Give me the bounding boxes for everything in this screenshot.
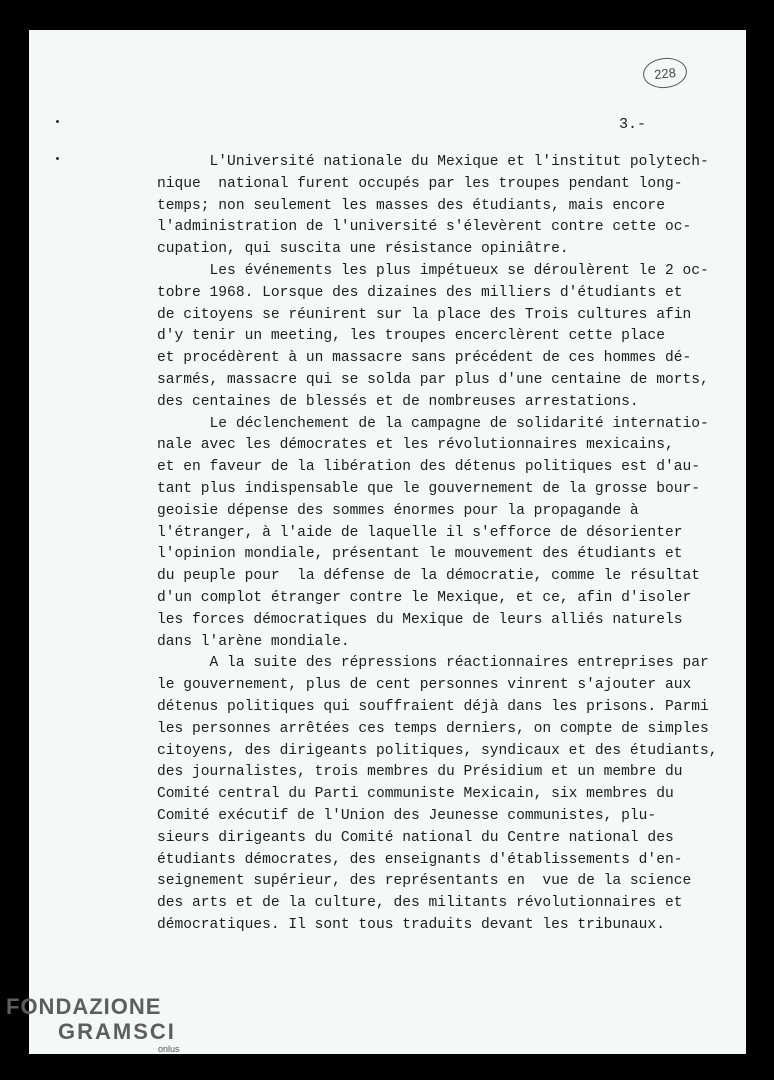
typed-body-text <box>157 152 737 937</box>
fondazione-gramsci-watermark <box>6 996 180 1054</box>
text-line: détenus politiques qui souffraient déjà dans les prisons. Parmi <box>157 698 709 715</box>
text-line: geoisie dépense des sommes énormes pour la propagande à <box>157 502 639 519</box>
text-line: Comité exécutif de l'Union des Jeunesse communistes, plu- <box>157 807 657 824</box>
text-line: des journalistes, trois membres du Présidium et un membre du <box>157 764 683 781</box>
text-line: et en faveur de la libération des détenus politiques est d'au- <box>157 459 700 476</box>
document-page <box>29 30 746 1054</box>
text-line: l'opinion mondiale, présentant le mouvement des étudiants et <box>157 546 683 563</box>
text-line: démocratiques. Il sont tous traduits devant les tribunaux. <box>157 916 665 933</box>
text-line: de citoyens se réunirent sur la place des Trois cultures afin <box>157 306 692 323</box>
text-line: des arts et de la culture, des militants révolutionnaires et <box>157 895 683 912</box>
text-line: l'administration de l'université s'élevèrent contre cette oc- <box>157 219 692 236</box>
watermark-line-3: onlus <box>158 1044 180 1054</box>
text-line: sieurs dirigeants du Comité national du Centre national des <box>157 829 674 846</box>
watermark-line-2: GRAMSCI <box>58 1019 176 1044</box>
text-line: le gouvernement, plus de cent personnes vinrent s'ajouter aux <box>157 677 692 694</box>
text-line: Le déclenchement de la campagne de solidarité internatio- <box>157 415 709 432</box>
text-line: étudiants démocrates, des enseignants d'établissements d'en- <box>157 851 683 868</box>
text-line: seignement supérieur, des représentants en vue de la science <box>157 873 692 890</box>
text-line: temps; non seulement les masses des étudiants, mais encore <box>157 197 665 214</box>
text-line: cupation, qui suscita une résistance opiniâtre. <box>157 241 569 258</box>
text-line: sarmés, massacre qui se solda par plus d'une centaine de morts, <box>157 371 709 388</box>
punch-mark <box>56 157 59 160</box>
archive-number-stamp: 228 <box>642 56 689 90</box>
text-line: et procédèrent à un massacre sans précédent de ces hommes dé- <box>157 350 692 367</box>
punch-mark <box>56 120 59 123</box>
text-line: tant plus indispensable que le gouvernement de la grosse bour- <box>157 480 700 497</box>
text-line: L'Université nationale du Mexique et l'institut polytech- <box>157 154 709 170</box>
text-line: du peuple pour la défense de la démocratie, comme le résultat <box>157 568 700 585</box>
text-line: citoyens, des dirigeants politiques, syndicaux et des étudiants, <box>157 742 718 759</box>
text-line: nique national furent occupés par les troupes pendant long- <box>157 175 683 192</box>
page-number: 3.- <box>619 116 647 133</box>
text-line: d'un complot étranger contre le Mexique, et ce, afin d'isoler <box>157 589 692 606</box>
text-line: Les événements les plus impétueux se déroulèrent le 2 oc- <box>157 262 709 279</box>
text-line: Comité central du Parti communiste Mexicain, six membres du <box>157 786 674 803</box>
text-line: des centaines de blessés et de nombreuses arrestations. <box>157 393 639 410</box>
text-line: nale avec les démocrates et les révolutionnaires mexicains, <box>157 437 674 454</box>
text-line: les forces démocratiques du Mexique de leurs alliés naturels <box>157 611 683 628</box>
text-line: tobre 1968. Lorsque des dizaines des milliers d'étudiants et <box>157 284 683 301</box>
text-line: A la suite des répressions réactionnaires entreprises par <box>157 655 709 672</box>
text-line: les personnes arrêtées ces temps derniers, on compte de simples <box>157 720 709 737</box>
watermark-line-1: FONDAZIONE <box>6 994 162 1019</box>
text-line: dans l'arène mondiale. <box>157 633 350 650</box>
text-line: d'y tenir un meeting, les troupes encerclèrent cette place <box>157 328 665 345</box>
text-line: l'étranger, à l'aide de laquelle il s'efforce de désorienter <box>157 524 683 541</box>
